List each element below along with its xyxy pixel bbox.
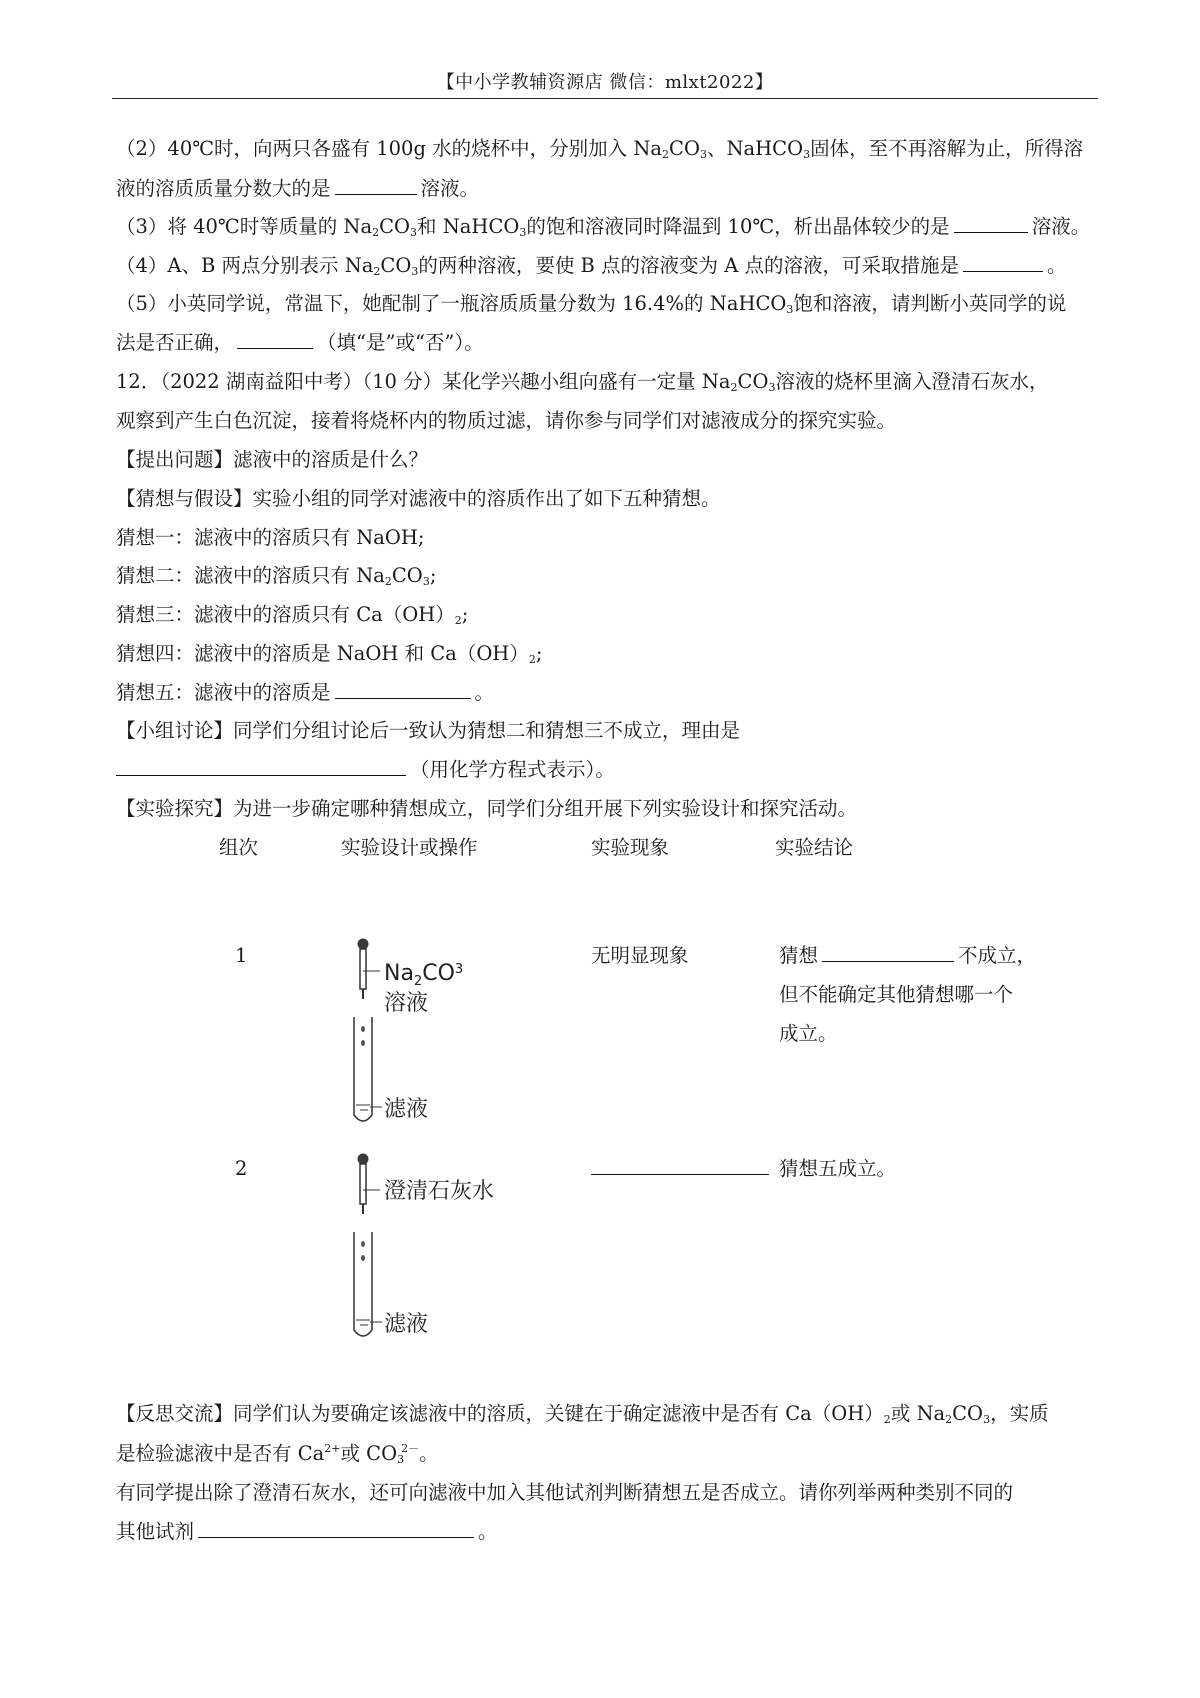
guess-4: 猜想四：滤液中的溶质是 NaOH 和 $Ca(OH)_2$; — [116, 642, 543, 666]
dropper-tube-icon — [360, 949, 366, 989]
reagent-label-2: 溶液 — [384, 991, 429, 1016]
guess-2: 猜想二：滤液中的溶质只有 $Na_2CO_3$; — [116, 564, 437, 588]
answer-blank[interactable] — [198, 1519, 474, 1538]
table-header-conclusion: 实验结论 — [775, 836, 854, 859]
dropper-testtube-diagram-2 — [340, 1150, 510, 1348]
answer-blank[interactable] — [335, 176, 417, 195]
table-header-phenomenon: 实验现象 — [591, 836, 670, 859]
row1-conclusion-line1: 猜想 不成立， — [779, 944, 1037, 967]
row1-conclusion-line3: 成立。 — [779, 1022, 838, 1045]
reagent-label: 澄清石灰水 — [384, 1179, 495, 1204]
row2-phenomenon — [591, 1155, 769, 1183]
reagent-label: $Na_2CO^3$ — [384, 961, 464, 989]
row1-conclusion-line2: 但不能确定其他猜想哪一个 — [779, 983, 1014, 1006]
table-header-group: 组次 — [219, 836, 259, 859]
q3-line: （3）将 40℃时等质量的 $Na_2CO_3$和 NaHCO$_3$的饱和溶液同时降温到 10℃，析出晶体较少的是 溶液。 — [116, 215, 1091, 239]
table-header-design: 实验设计或操作 — [341, 836, 478, 859]
discussion-line2: （用化学方程式表示）。 — [116, 756, 615, 784]
q12-line1: 12．（2022 湖南益阳中考）（10 分）某化学兴趣小组向盛有一定量 $Na_2CO_3$溶液的烧杯里滴入澄清石灰水， — [116, 370, 1049, 394]
row1-group: 1 — [235, 944, 248, 967]
dropper-bulb-icon — [358, 939, 369, 950]
q2-line1: （2）40℃时，向两只各盛有 100g 水的烧杯中，分别加入 $Na_2CO_3$、NaHCO$_3$固体，至不再溶解为止，所得溶 — [116, 137, 1084, 161]
filtrate-label: 滤液 — [384, 1097, 429, 1122]
page-header — [112, 8, 1098, 99]
row2-conclusion: 猜想五成立。 — [779, 1157, 897, 1180]
hypothesis-heading: 【猜想与假设】实验小组的同学对滤液中的溶质作出了如下五种猜想。 — [116, 487, 721, 510]
equation-blank[interactable] — [116, 757, 406, 776]
q2-line2: 液的溶质质量分数大的是 溶液。 — [116, 177, 480, 200]
discussion-line: 【小组讨论】同学们分组讨论后一致认为猜想二和猜想三不成立，理由是 — [116, 719, 741, 742]
guess-5: 猜想五：滤液中的溶质是 。 — [116, 681, 495, 704]
dropper-testtube-diagram-1 — [340, 935, 490, 1133]
guess-1: 猜想一：滤液中的溶质只有 NaOH; — [116, 526, 425, 549]
q5-line1: （5）小英同学说，常温下，她配制了一瓶溶质质量分数为 16.4%的 NaHCO$_3$饱和溶液，请判断小英同学的说 — [116, 292, 1067, 316]
reflect-line4: 其他试剂 。 — [116, 1520, 498, 1543]
dropper-bulb-icon — [358, 1154, 369, 1165]
reflect-line2: 是检验滤液中是否有 $Ca^{2+}$或 $CO_3^{2-}$。 — [116, 1442, 439, 1466]
answer-blank[interactable] — [237, 330, 313, 349]
q12-line2: 观察到产生白色沉淀，接着将烧杯内的物质过滤，请你参与同学们对滤液成分的探究实验。 — [116, 409, 897, 432]
row2-group: 2 — [235, 1157, 248, 1180]
reflect-line1: 【反思交流】同学们认为要确定该滤液中的溶质，关键在于确定滤液中是否有 $Ca(OH)_2$或 $Na_2CO_3$，实质 — [116, 1402, 1049, 1426]
filtrate-label: 滤液 — [384, 1312, 429, 1337]
explore-heading: 【实验探究】为进一步确定哪种猜想成立，同学们分组开展下列实验设计和探究活动。 — [116, 797, 858, 820]
answer-blank[interactable] — [335, 680, 471, 699]
answer-blank[interactable] — [591, 1156, 769, 1175]
answer-blank[interactable] — [954, 214, 1028, 233]
question-heading: 【提出问题】滤液中的溶质是什么？ — [116, 448, 429, 471]
dropper-tube-icon — [360, 1164, 366, 1204]
answer-blank[interactable] — [822, 943, 954, 962]
q5-line2: 法是否正确， （填“是”或“否”）。 — [116, 331, 484, 354]
answer-blank[interactable] — [963, 253, 1043, 272]
row1-phenomenon: 无明显现象 — [591, 944, 689, 967]
q4-line: （4）A、B 两点分别表示 $Na_2CO_3$的两种溶液，要使 B 点的溶液变为 A 点的溶液，可采取措施是 。 — [116, 254, 1067, 278]
guess-3: 猜想三：滤液中的溶质只有 $Ca(OH)_2$; — [116, 603, 469, 627]
reflect-line3: 有同学提出除了澄清石灰水，还可向滤液中加入其他试剂判断猜想五是否成立。请你列举两种类别不同的 — [116, 1481, 1014, 1504]
header-text: 【中小学教辅资源店 微信：mlxt2022】 — [436, 72, 774, 93]
